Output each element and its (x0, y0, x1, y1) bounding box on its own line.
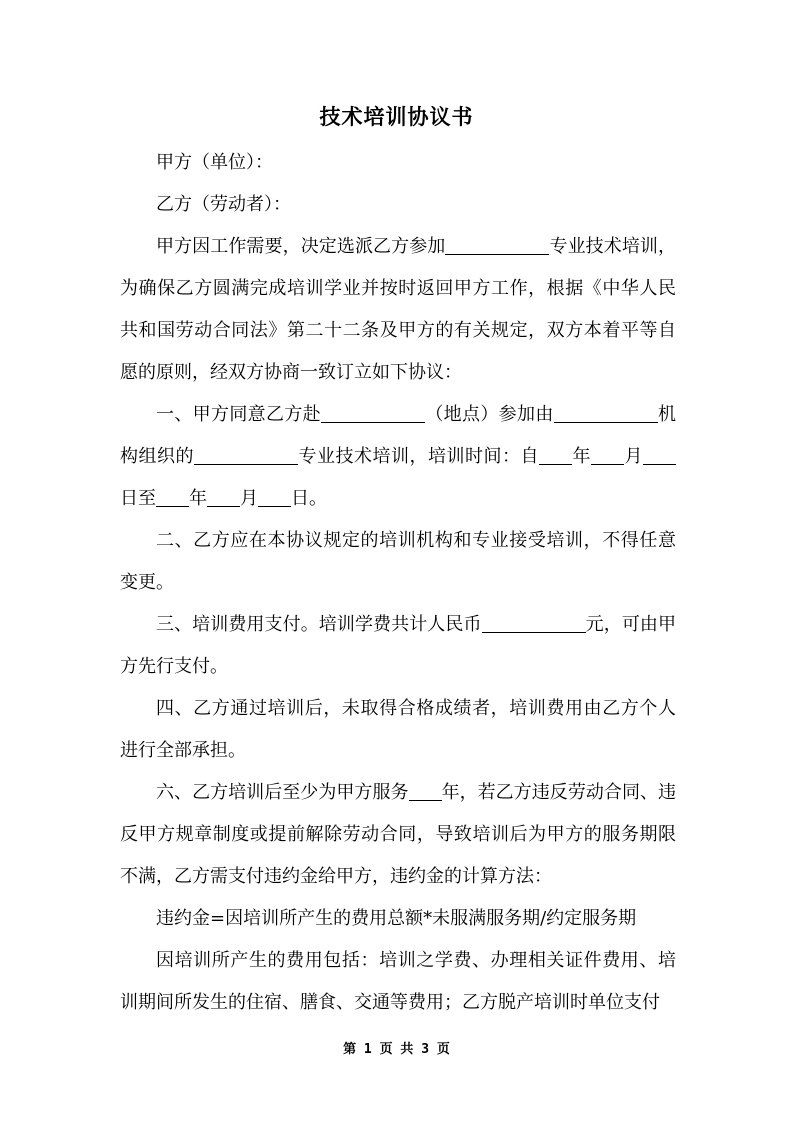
penalty-formula-text: 违约金=因培训所产生的费用总额*未服满服务期/约定服务期 (156, 908, 637, 929)
training-organizer-blank[interactable] (554, 402, 658, 423)
intro-text-2: 专业技术培训，为确保乙方圆满完成培训学业并按时返回甲方工作，根据《中华人民共和国劳动合同法》第二十二条及甲方的有关规定，双方本着平等自愿的原则，经双方协商一致订立如下协议： (120, 236, 676, 383)
training-program-blank[interactable] (445, 234, 549, 255)
training-location-blank[interactable] (321, 402, 425, 423)
document-body (120, 142, 676, 1024)
tuition-amount-blank[interactable] (482, 612, 586, 633)
start-month-blank[interactable] (591, 444, 624, 465)
party-a-line (120, 142, 676, 184)
clause-1-text-1: 一、甲方同意乙方赴 (156, 404, 321, 425)
clause-3-text-2: 元，可由甲方先行支付。 (120, 614, 677, 677)
clause-1-text-3: 机构组织的 (120, 404, 677, 467)
clause-3-paragraph (120, 604, 676, 688)
training-costs-text: 因培训所产生的费用包括：培训之学费、办理相关证件费用、培训期间所发生的住宿、膳食、交通等费用；乙方脱产培训时单位支付 (120, 950, 676, 1013)
clause-1-text-7: 日至 (120, 488, 156, 509)
end-year-blank[interactable] (156, 486, 189, 507)
end-day-blank[interactable] (258, 486, 291, 507)
clause-1-text-2: （地点）参加由 (425, 404, 554, 425)
training-costs-paragraph (120, 940, 676, 1024)
training-specialty-blank[interactable] (194, 444, 298, 465)
start-day-blank[interactable] (643, 444, 676, 465)
party-b-line (120, 184, 676, 226)
clause-6-text-1: 六、乙方培训后至少为甲方服务 (156, 782, 409, 803)
penalty-formula-paragraph (120, 898, 676, 940)
clause-1-paragraph (120, 394, 676, 520)
clause-4-text: 四、乙方通过培训后，未取得合格成绩者，培训费用由乙方个人进行全部承担。 (120, 698, 676, 761)
clause-1-text-10: 日。 (291, 488, 327, 509)
clause-1-text-4: 专业技术培训，培训时间：自 (298, 446, 539, 467)
intro-paragraph (120, 226, 676, 394)
party-a-label: 甲方（单位）： (156, 152, 273, 173)
end-month-blank[interactable] (207, 486, 240, 507)
clause-4-paragraph (120, 688, 676, 772)
party-b-label: 乙方（劳动者）： (156, 194, 291, 215)
clause-1-text-8: 年 (189, 488, 207, 509)
page-number-footer: 第 1 页 共 3 页 (343, 1042, 450, 1057)
clause-2-text: 二、乙方应在本协议规定的培训机构和专业接受培训，不得任意变更。 (120, 530, 676, 593)
document-title: 技术培训协议书 (319, 104, 474, 129)
service-years-blank[interactable] (409, 780, 442, 801)
clause-1-text-6: 月 (624, 446, 643, 467)
clause-2-paragraph (120, 520, 676, 604)
start-year-blank[interactable] (539, 444, 572, 465)
clause-1-text-9: 月 (240, 488, 258, 509)
clause-3-text-1: 三、培训费用支付。培训学费共计人民币 (156, 614, 482, 635)
clause-6-text-2: 年，若乙方违反劳动合同、违反甲方规章制度或提前解除劳动合同，导致培训后为甲方的服务期限不满，乙方需支付违约金给甲方，违约金的计算方法： (120, 782, 677, 887)
intro-text-1: 甲方因工作需要，决定选派乙方参加 (156, 236, 446, 257)
clause-6-paragraph (120, 772, 676, 898)
clause-1-text-5: 年 (572, 446, 591, 467)
